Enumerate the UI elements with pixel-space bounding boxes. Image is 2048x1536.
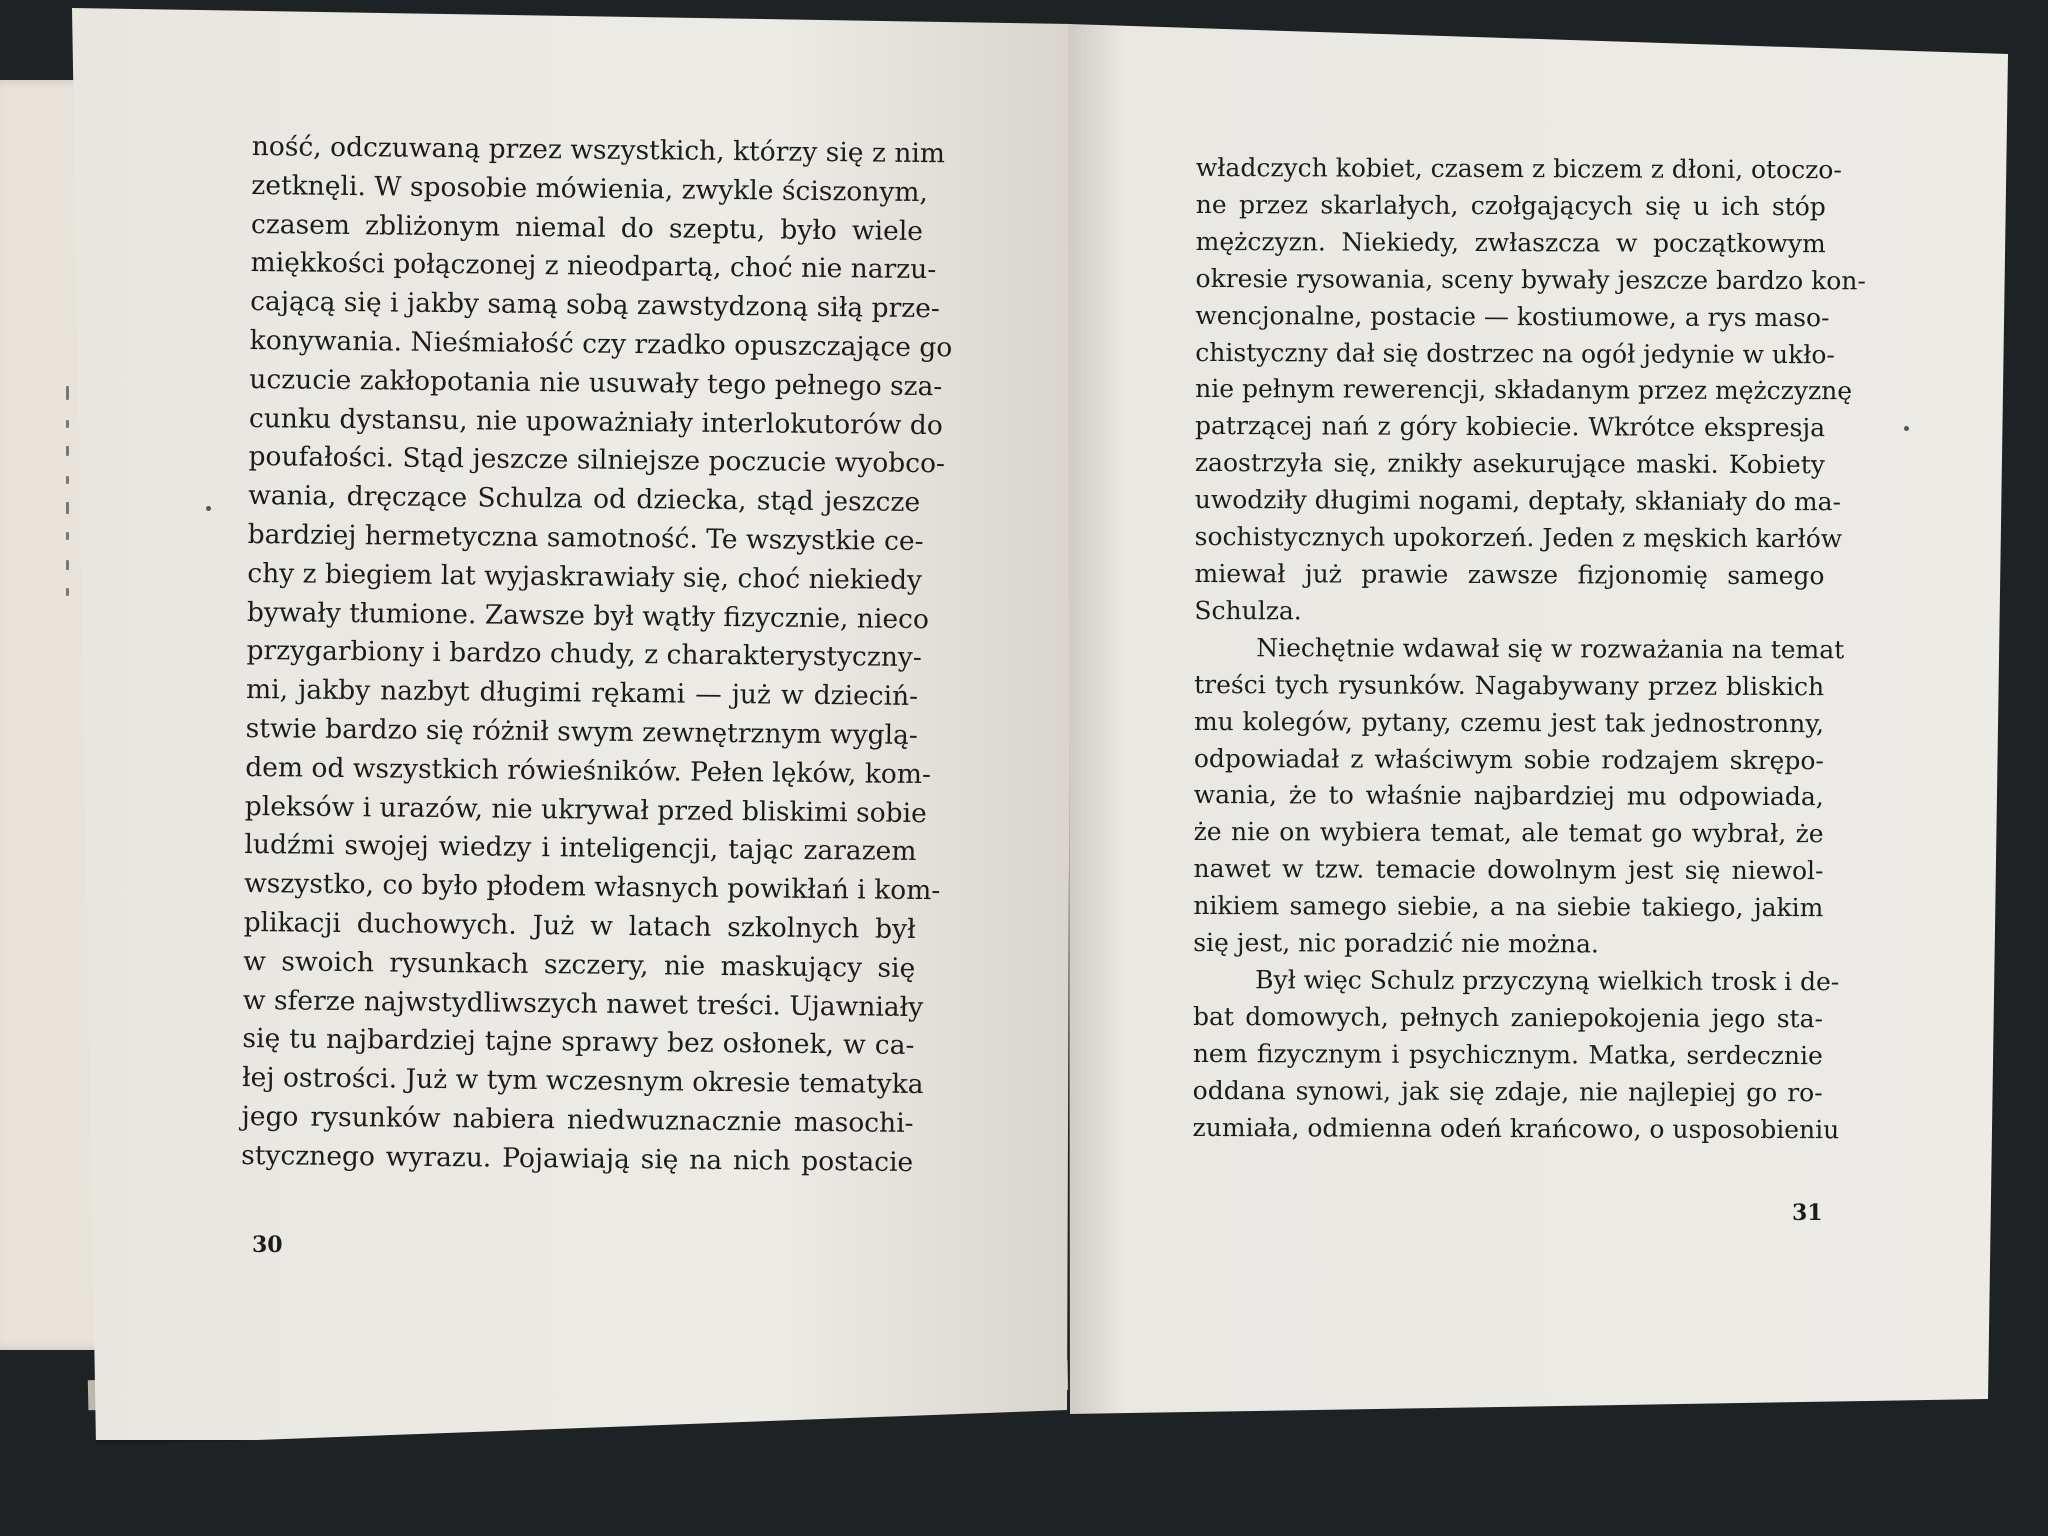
text-line: mu kolegów, pytany, czemu jest tak jednostronny, xyxy=(1193,706,1825,738)
text-line: przygarbiony i bardzo chudy, z charakterystyczny- xyxy=(246,635,922,674)
text-line: uwodziły długimi nogami, deptały, skłaniały do ma- xyxy=(1194,485,1842,517)
text-line: nawet w tzw. temacie dowolnym jest się niewol- xyxy=(1193,854,1824,886)
text-line: cunku dystansu, nie upoważniały interlokutorów do xyxy=(248,402,943,441)
text-line: mężczyzn. Niekiedy, zwłaszcza w początkowym xyxy=(1195,226,1826,259)
left-page-text xyxy=(241,128,953,1182)
text-line: Schulza. xyxy=(1194,595,1302,626)
text-line: zumiała, odmienna odeń krańcowo, o usposobieniu xyxy=(1192,1112,1840,1144)
text-line: łej ostrości. Już w tym wczesnym okresie tematyka xyxy=(241,1062,924,1101)
ink-mark xyxy=(66,386,69,400)
text-line: konywania. Nieśmiałość czy rzadko opuszczające go xyxy=(249,324,953,364)
text-line: władczych kobiet, czasem z biczem z dłoni, otoczo- xyxy=(1195,152,1842,185)
text-line: Był więc Schulz przyczyną wielkich trosk i de- xyxy=(1255,965,1840,997)
text-line: bywały tłumione. Zawsze był wątły fizycznie, nieco xyxy=(246,596,930,635)
text-line: nem fizycznym i psychicznym. Matka, serdecznie xyxy=(1192,1038,1823,1070)
text-line: bat domowych, pełnych zaniepokojenia jego sta- xyxy=(1192,1001,1824,1034)
text-line: wencjonalne, postacie — kostiumowe, a rys maso- xyxy=(1195,300,1830,332)
text-line: w sferze najwstydliwszych nawet treści. Ujawniały xyxy=(242,984,924,1023)
text-line: treści tych rysunków. Nagabywany przez bliskich xyxy=(1194,669,1825,701)
text-line: cającą się i jakby samą sobą zawstydzoną siłą prze- xyxy=(250,286,940,325)
text-line: zaostrzyła się, znikły asekurujące maski. Kobiety xyxy=(1194,448,1825,480)
text-line: wszystko, co było płodem własnych powikłań i kom- xyxy=(243,868,941,907)
ink-mark xyxy=(66,560,69,570)
text-line: dem od wszystkich rówieśników. Pełen lęków, kom- xyxy=(245,751,932,790)
text-line: wania, że to właśnie najbardziej mu odpowiada, xyxy=(1193,780,1824,812)
page-speck xyxy=(1904,426,1909,431)
text-line: pleksów i urazów, nie ukrywał przed bliskimi sobie xyxy=(244,790,927,829)
right-page-text xyxy=(1192,150,1866,1149)
text-line: nie pełnym rewerencji, składanym przez mężczyznę xyxy=(1195,374,1853,406)
text-line: plikacji duchowych. Już w latach szkolnych był xyxy=(243,906,916,945)
page-speck xyxy=(206,506,211,511)
text-line: patrzącej nań z góry kobiecie. Wkrótce ekspresja xyxy=(1194,411,1826,443)
text-line: okresie rysowania, sceny bywały jeszcze bardzo kon- xyxy=(1195,263,1866,296)
ink-mark xyxy=(66,476,69,484)
text-line: poufałości. Stąd jeszcze silniejsze poczucie wyobco- xyxy=(248,441,946,480)
text-line: czasem zbliżonym niemal do szeptu, było wiele xyxy=(250,208,924,247)
text-line: nikiem samego siebie, a na siebie takiego, jakim xyxy=(1193,891,1824,923)
text-line: mi, jakby nazbyt długimi rękami — już w dzieciń- xyxy=(245,674,919,713)
ink-mark xyxy=(66,446,69,456)
page-number-right: 31 xyxy=(1792,1200,1823,1226)
page-number-left: 30 xyxy=(252,1232,283,1258)
text-line: wania, dręczące Schulza od dziecka, stąd jeszcze xyxy=(247,480,921,519)
text-line: chistyczny dał się dostrzec na ogół jedynie w ukło- xyxy=(1195,337,1835,369)
text-line: ludźmi swojej wiedzy i inteligencji, tając zarazem xyxy=(244,829,917,868)
text-line: ność, odczuwaną przez wszystkich, którzy się z nim xyxy=(251,130,946,170)
text-line: się tu najbardziej tajne sprawy bez osłonek, w ca- xyxy=(242,1023,915,1062)
text-line: uczucie zakłopotania nie usuwały tego pełnego sza- xyxy=(249,363,943,403)
text-line: Niechętnie wdawał się w rozważania na temat xyxy=(1256,632,1845,665)
text-line: się jest, nic poradzić nie można. xyxy=(1193,928,1599,959)
text-line: miewał już prawie zawsze fizjonomię samego xyxy=(1194,558,1825,591)
text-line: stycznego wyrazu. Pojawiają się na nich postacie xyxy=(241,1139,914,1178)
text-line: w swoich rysunkach szczery, nie maskujący się xyxy=(243,945,916,984)
text-line: zetknęli. W sposobie mówienia, zwykle ściszonym, xyxy=(251,169,929,208)
text-line: oddana synowi, jak się zdaje, nie najlepiej go ro- xyxy=(1192,1075,1823,1107)
text-line: chy z biegiem lat wyjaskrawiały się, choć niekiedy xyxy=(247,557,923,596)
text-line: bardziej hermetyczna samotność. Te wszystkie ce- xyxy=(247,518,924,558)
ink-mark xyxy=(66,502,69,514)
ink-mark xyxy=(66,532,69,540)
text-line: ne przez skarlałych, czołgających się u ich stóp xyxy=(1195,189,1826,222)
text-line: odpowiadał z właściwym sobie rodzajem skrępo- xyxy=(1193,743,1824,775)
text-line: sochistycznych upokorzeń. Jeden z męskich karłów xyxy=(1194,522,1843,554)
text-line: stwie bardzo się różnił swym zewnętrznym wyglą- xyxy=(245,712,919,751)
text-line: jego rysunków nabiera niedwuznacznie masochi- xyxy=(241,1100,914,1139)
ink-mark xyxy=(66,588,69,596)
ink-mark xyxy=(66,420,69,428)
text-line: miękkości połączonej z nieodpartą, choć nie narzu- xyxy=(250,247,937,286)
text-line: że nie on wybiera temat, ale temat go wybrał, że xyxy=(1193,817,1824,849)
